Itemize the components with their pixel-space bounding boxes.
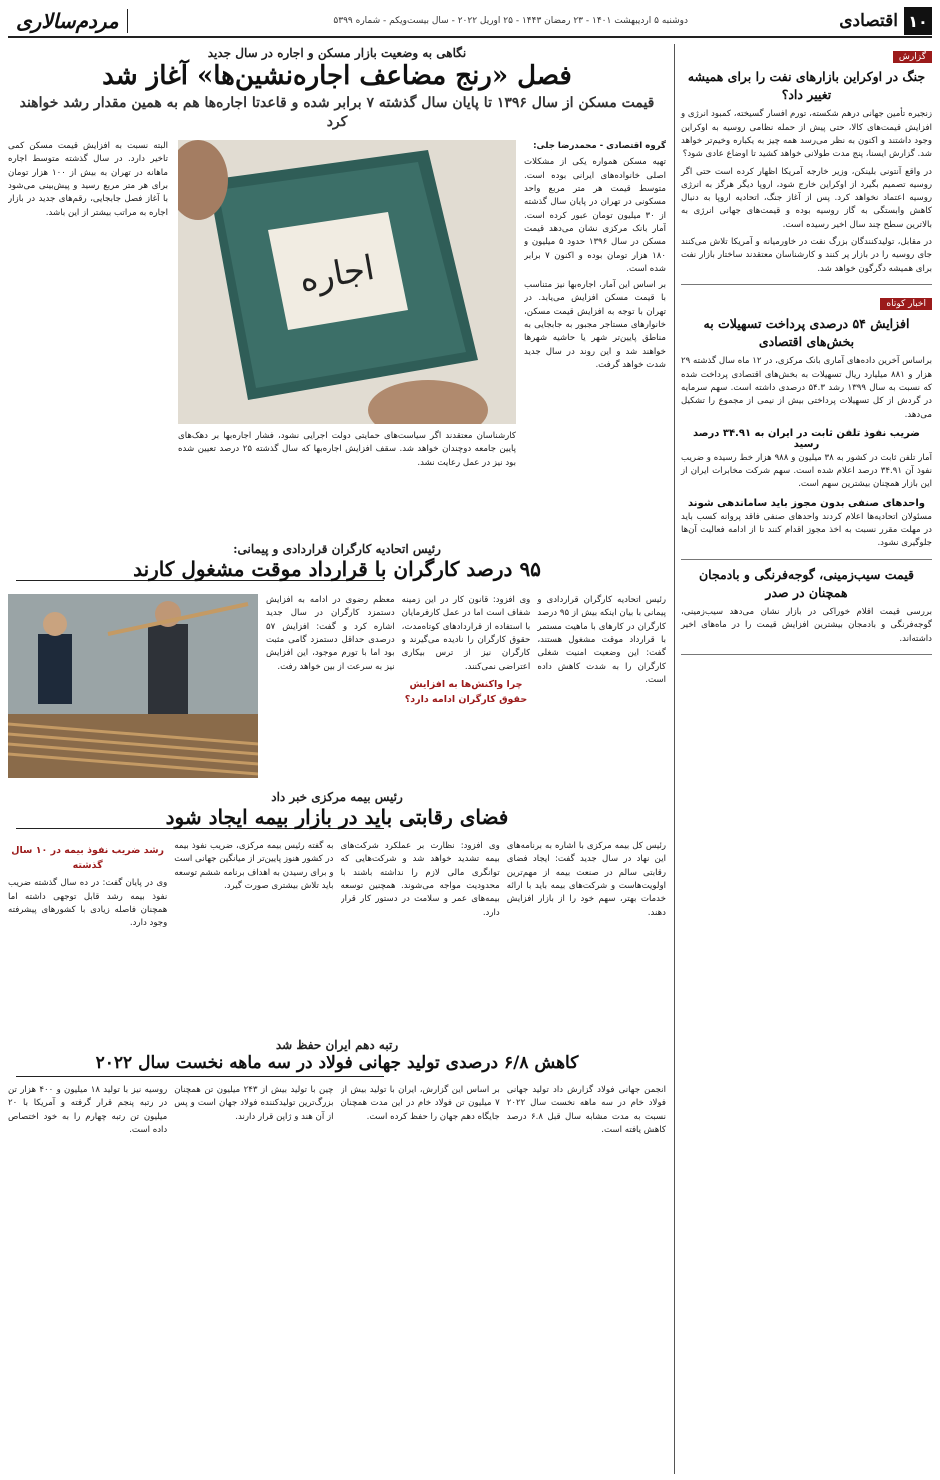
section-name: اقتصادی (839, 11, 898, 31)
article-paragraph: رئیس اتحادیه کارگران قراردادی و پیمانی با بیان اینکه بیش از ۹۵ درصد کارگران در کارهای با ماهیت مستمر با قرارداد موقت مشغول هستند، گفت: این وضعیت امنیت شغلی کارگران را به شدت کاهش داده است. (537, 595, 666, 685)
article-paragraph: روسیه نیز با تولید ۱۸ میلیون و ۴۰۰ هزار تن در رتبه پنجم قرار گرفته و آمریکا با ۲۰ میلیون تن رتبه چهارم را به خود اختصاص داده است. (8, 1085, 168, 1135)
masthead (8, 6, 932, 38)
workers-photo (8, 594, 258, 778)
article-paragraph: انجمن جهانی فولاد گزارش داد تولید جهانی فولاد خام در سه ماهه نخست سال ۲۰۲۲ نسبت به مدت مشابه سال قبل ۶.۸ درصد کاهش یافته است. (506, 1085, 666, 1135)
article-headline: ۹۵ درصد کارگران با قرارداد موقت مشغول کارند (133, 557, 541, 581)
article-headline: کاهش ۶/۸ درصدی تولید جهانی فولاد در سه ماهه نخست سال ۲۰۲۲ (95, 1053, 579, 1073)
article-surtitle: رئیس اتحادیه کارگران قراردادی و پیمانی: (233, 542, 441, 556)
side-story-title: افزایش ۵۴ درصدی پرداخت تسهیلات به بخش‌های اقتصادی (703, 316, 910, 350)
side-story-ukraine-oil (681, 44, 932, 285)
newspaper-logo: مردم‌سالاری (8, 9, 128, 33)
article-paragraph: رئیس کل بیمه مرکزی با اشاره به برنامه‌های این نهاد در سال جدید گفت: ایجاد فضای رقابتی سالم در صنعت بیمه از مهم‌ترین اولویت‌هاست و شرکت‌های بیمه باید با ارائه خدمات بهتر، سهم خود را از بازار افزایش دهند. (506, 841, 666, 918)
article-paragraph: بر اساس این آمار، اجاره‌بها نیز متناسب با قیمت مسکن افزایش می‌یابد. در تهران با توجه به افزایش قیمت مسکن، خانوارهای مستاجر مجبور به جابجایی به مناطق پایین‌تر شهر یا حاشیه شهرها خواهند شد و این روند در سال جدید شدت خواهد گرفت. (524, 280, 666, 370)
article-steel (8, 1038, 666, 1474)
article-workers (8, 542, 666, 778)
article-byline: گروه اقتصادی - محمدرضا جلی: (533, 141, 666, 151)
side-story-title: واحدهای صنفی بدون مجوز باید ساماندهی شوند (688, 497, 925, 509)
side-column (674, 44, 932, 1474)
article-housing (8, 44, 666, 536)
side-story-paragraph: زنجیره تأمین جهانی درهم شکسته، تورم افسار گسیخته، کمبود انرژی و افزایش قیمت‌های کالا، حتی پیش از حمله نظامی روسیه به اوکراین وجود داشتند و اکنون به نظر می‌رسد همه چیز به یکباره وخیم‌تر خواهد شد. گزارش ایسنا، پنج مدت طولانی خواهد کشید تا اوضاع عادی شود؟ (681, 109, 932, 160)
article-insurance (8, 790, 666, 1038)
article-surtitle: رئیس بیمه مرکزی خبر داد (271, 790, 403, 804)
side-story-paragraph: مسئولان اتحادیه‌ها اعلام کردند واحدهای صنفی فاقد پروانه کسب باید در مهلت مقرر نسبت به اخذ مجوز اقدام کنند تا از ادامه فعالیت آن‌ها جلوگیری نشود. (681, 511, 932, 549)
main-column (8, 44, 666, 1474)
article-headline: فضای رقابتی باید در بازار بیمه ایجاد شود (165, 805, 509, 829)
article-paragraph: تهیه مسکن همواره یکی از مشکلات اصلی خانواده‌های ایرانی بوده است. متوسط قیمت هر متر مربع واحد مسکونی در تهران در پایان سال گذشته از ۳۰ میلیون تومان عبور کرده است. آمار بانک مرکزی نشان می‌دهد قیمت مسکن در سال ۱۳۹۶ حدود ۵ میلیون و ۱۸۰ هزار تومان بوده و اکنون ۷ برابر شده است. (524, 157, 666, 274)
article-lead: قیمت مسکن از سال ۱۳۹۶ تا پایان سال گذشته ۷ برابر شده و قاعدتا اجاره‌ها هم به همین مقدار رشد خواهند کرد (19, 94, 655, 131)
article-paragraph: کارشناسان معتقدند اگر سیاست‌های حمایتی دولت اجرایی نشود، فشار اجاره‌بها بر دهک‌های پایین جامعه دوچندان خواهد شد. سقف افزایش اجاره‌بها که سال گذشته ۲۵ درصد تعیین شده بود نیز در عمل رعایت نشد. (178, 431, 516, 468)
side-story-prices (681, 566, 932, 655)
dateline: دوشنبه ۵ اردیبهشت ۱۴۰۱ - ۲۳ رمضان ۱۴۴۳ - ۲۵ آوریل ۲۰۲۲ - سال بیست‌ویکم - شماره ۵۳۹۹ (333, 16, 688, 26)
article-paragraph: چین با تولید بیش از ۲۴۳ میلیون تن همچنان بزرگ‌ترین تولیدکننده فولاد جهان است و پس از آن هند و ژاپن قرار دارند. (174, 1085, 334, 1122)
article-paragraph: وی در پایان گفت: در ده سال گذشته ضریب نفوذ بیمه رشد قابل توجهی داشته اما همچنان فاصله زیادی با کشورهای پیشرفته وجود دارد. (8, 878, 168, 929)
ledger-label: اجاره (296, 247, 378, 301)
article-text (266, 594, 666, 778)
pull-quote: رشد ضریب نفوذ بیمه در ۱۰ سال گذشته (11, 845, 165, 871)
article-paragraph: وی افزود: نظارت بر عملکرد شرکت‌های بیمه تشدید خواهد شد و شرکت‌هایی که توانگری مالی لازم را نداشته باشند با محدودیت مواجه می‌شوند. همچنین توسعه بیمه‌های عمر و سلامت در دستور کار قرار دارد. (340, 841, 500, 918)
article-text (8, 1084, 666, 1474)
article-paragraph: البته نسبت به افزایش قیمت مسکن کمی تاخیر دارد. در سال گذشته متوسط اجاره ماهانه در تهران به بیش از ۱۰۰ هزار تومان برای هر متر مربع رسید و پیش‌بینی می‌شود با آغاز فصل جابجایی، رقم‌های جدید در بازار اجاره به مراتب بیشتر از این باشد. (8, 141, 168, 218)
side-story-paragraph: براساس آخرین داده‌های آماری بانک مرکزی، در ۱۲ ماه سال گذشته ۲۹ هزار و ۸۸۱ میلیارد ریال تسهیلات به بخش‌های اقتصادی پرداخت شده که نسبت به سال ۱۳۹۹ رشد ۵۴.۳ درصدی داشته است. سهم سرمایه در گردش از کل تسهیلات پرداختی بیش از نیمی از مجموع را تشکیل می‌دهد. (681, 356, 932, 420)
side-story-paragraph: آمار تلفن ثابت در کشور به ۳۸ میلیون و ۹۸۸ هزار خط رسیده و ضریب نفوذ آن ۳۴.۹۱ درصد اعلام شده است. سهم شرکت مخابرات ایران از این بازار همچنان بیشترین سهم است. (681, 452, 932, 490)
page-number: ۱۰ (904, 7, 932, 35)
side-story-paragraph: در مقابل، تولیدکنندگان بزرگ نفت در خاورمیانه و آمریکا تلاش می‌کنند جای روسیه را در بازار پر کنند و کارشناسان معتقدند ساختار بازار نفت برای همیشه دگرگون خواهد شد. (681, 237, 932, 274)
pull-quote: چرا واکنش‌ها به افزایش حقوق کارگران ادامه دارد؟ (404, 678, 528, 705)
article-paragraph: به گفته رئیس بیمه مرکزی، ضریب نفوذ بیمه در کشور هنوز پایین‌تر از میانگین جهانی است و برای رسیدن به اهداف برنامه ششم توسعه باید تلاش بیشتری صورت گیرد. (174, 841, 334, 891)
article-text-under-photo (178, 430, 516, 536)
article-text (524, 140, 666, 536)
side-story-paragraph: در واقع آنتونی بلینکن، وزیر خارجه آمریکا اظهار کرده است حتی اگر روسیه تصمیم بگیرد از اوکراین خارج شود، اروپا دیگر هرگز به انرژی روسیه اعتماد نخواهد کرد. پس از آغاز جنگ، اتحادیه اروپا به دنبال کاهش وابستگی به گاز روسیه بوده و قیمت‌های جهانی انرژی به بالاترین سطح چند سال اخیر رسیده است. (681, 166, 932, 230)
article-text-left (8, 140, 168, 536)
side-story-title: قیمت سیب‌زمینی، گوجه‌فرنگی و بادمجان همچنان در صدر (698, 566, 915, 600)
article-surtitle: رتبه دهم ایران حفظ شد (275, 1038, 399, 1052)
news-tag: اخبار کوتاه (880, 298, 932, 310)
article-surtitle: نگاهی به وضعیت بازار مسکن و اجاره در سال جدید (207, 46, 467, 60)
side-story-title: جنگ در اوکراین بازارهای نفت را برای همیشه تغییر داد؟ (687, 69, 926, 103)
article-paragraph: وی افزود: قانون کار در این زمینه شفاف است اما در عمل کارفرمایان با استفاده از قراردادهای کوتاه‌مدت، حقوق کارگران را نادیده می‌گیرند و کارگران نیز از ترس بیکاری اعتراضی نمی‌کنند. (401, 595, 531, 672)
side-story-loans (681, 291, 932, 560)
side-story-paragraph: بررسی قیمت اقلام خوراکی در بازار نشان می‌دهد سیب‌زمینی، گوجه‌فرنگی و بادمجان بیشترین افزایش قیمت را در ماه‌های اخیر داشته‌اند. (681, 606, 932, 644)
article-headline: فصل «رنج مضاعف اجاره‌نشین‌ها» آغاز شد (102, 61, 572, 91)
article-paragraph: بر اساس این گزارش، ایران با تولید بیش از ۷ میلیون تن فولاد خام در این مدت همچنان جایگاه دهم جهان را حفظ کرده است. (340, 1085, 500, 1122)
article-paragraph: معظم رضوی در ادامه به افزایش دستمزد کارگران در سال جدید اشاره کرد و گفت: افزایش ۵۷ درصدی حداقل دستمزد گامی مثبت بود اما با تورم موجود، این افزایش نیز به سرعت از بین خواهد رفت. (265, 595, 395, 672)
report-tag: گزارش (893, 51, 932, 63)
rent-ledger-photo (178, 140, 516, 424)
article-text (8, 840, 666, 1038)
side-story-title: ضریب نفوذ تلفن ثابت در ایران به ۳۴.۹۱ درصد رسید (693, 427, 920, 450)
